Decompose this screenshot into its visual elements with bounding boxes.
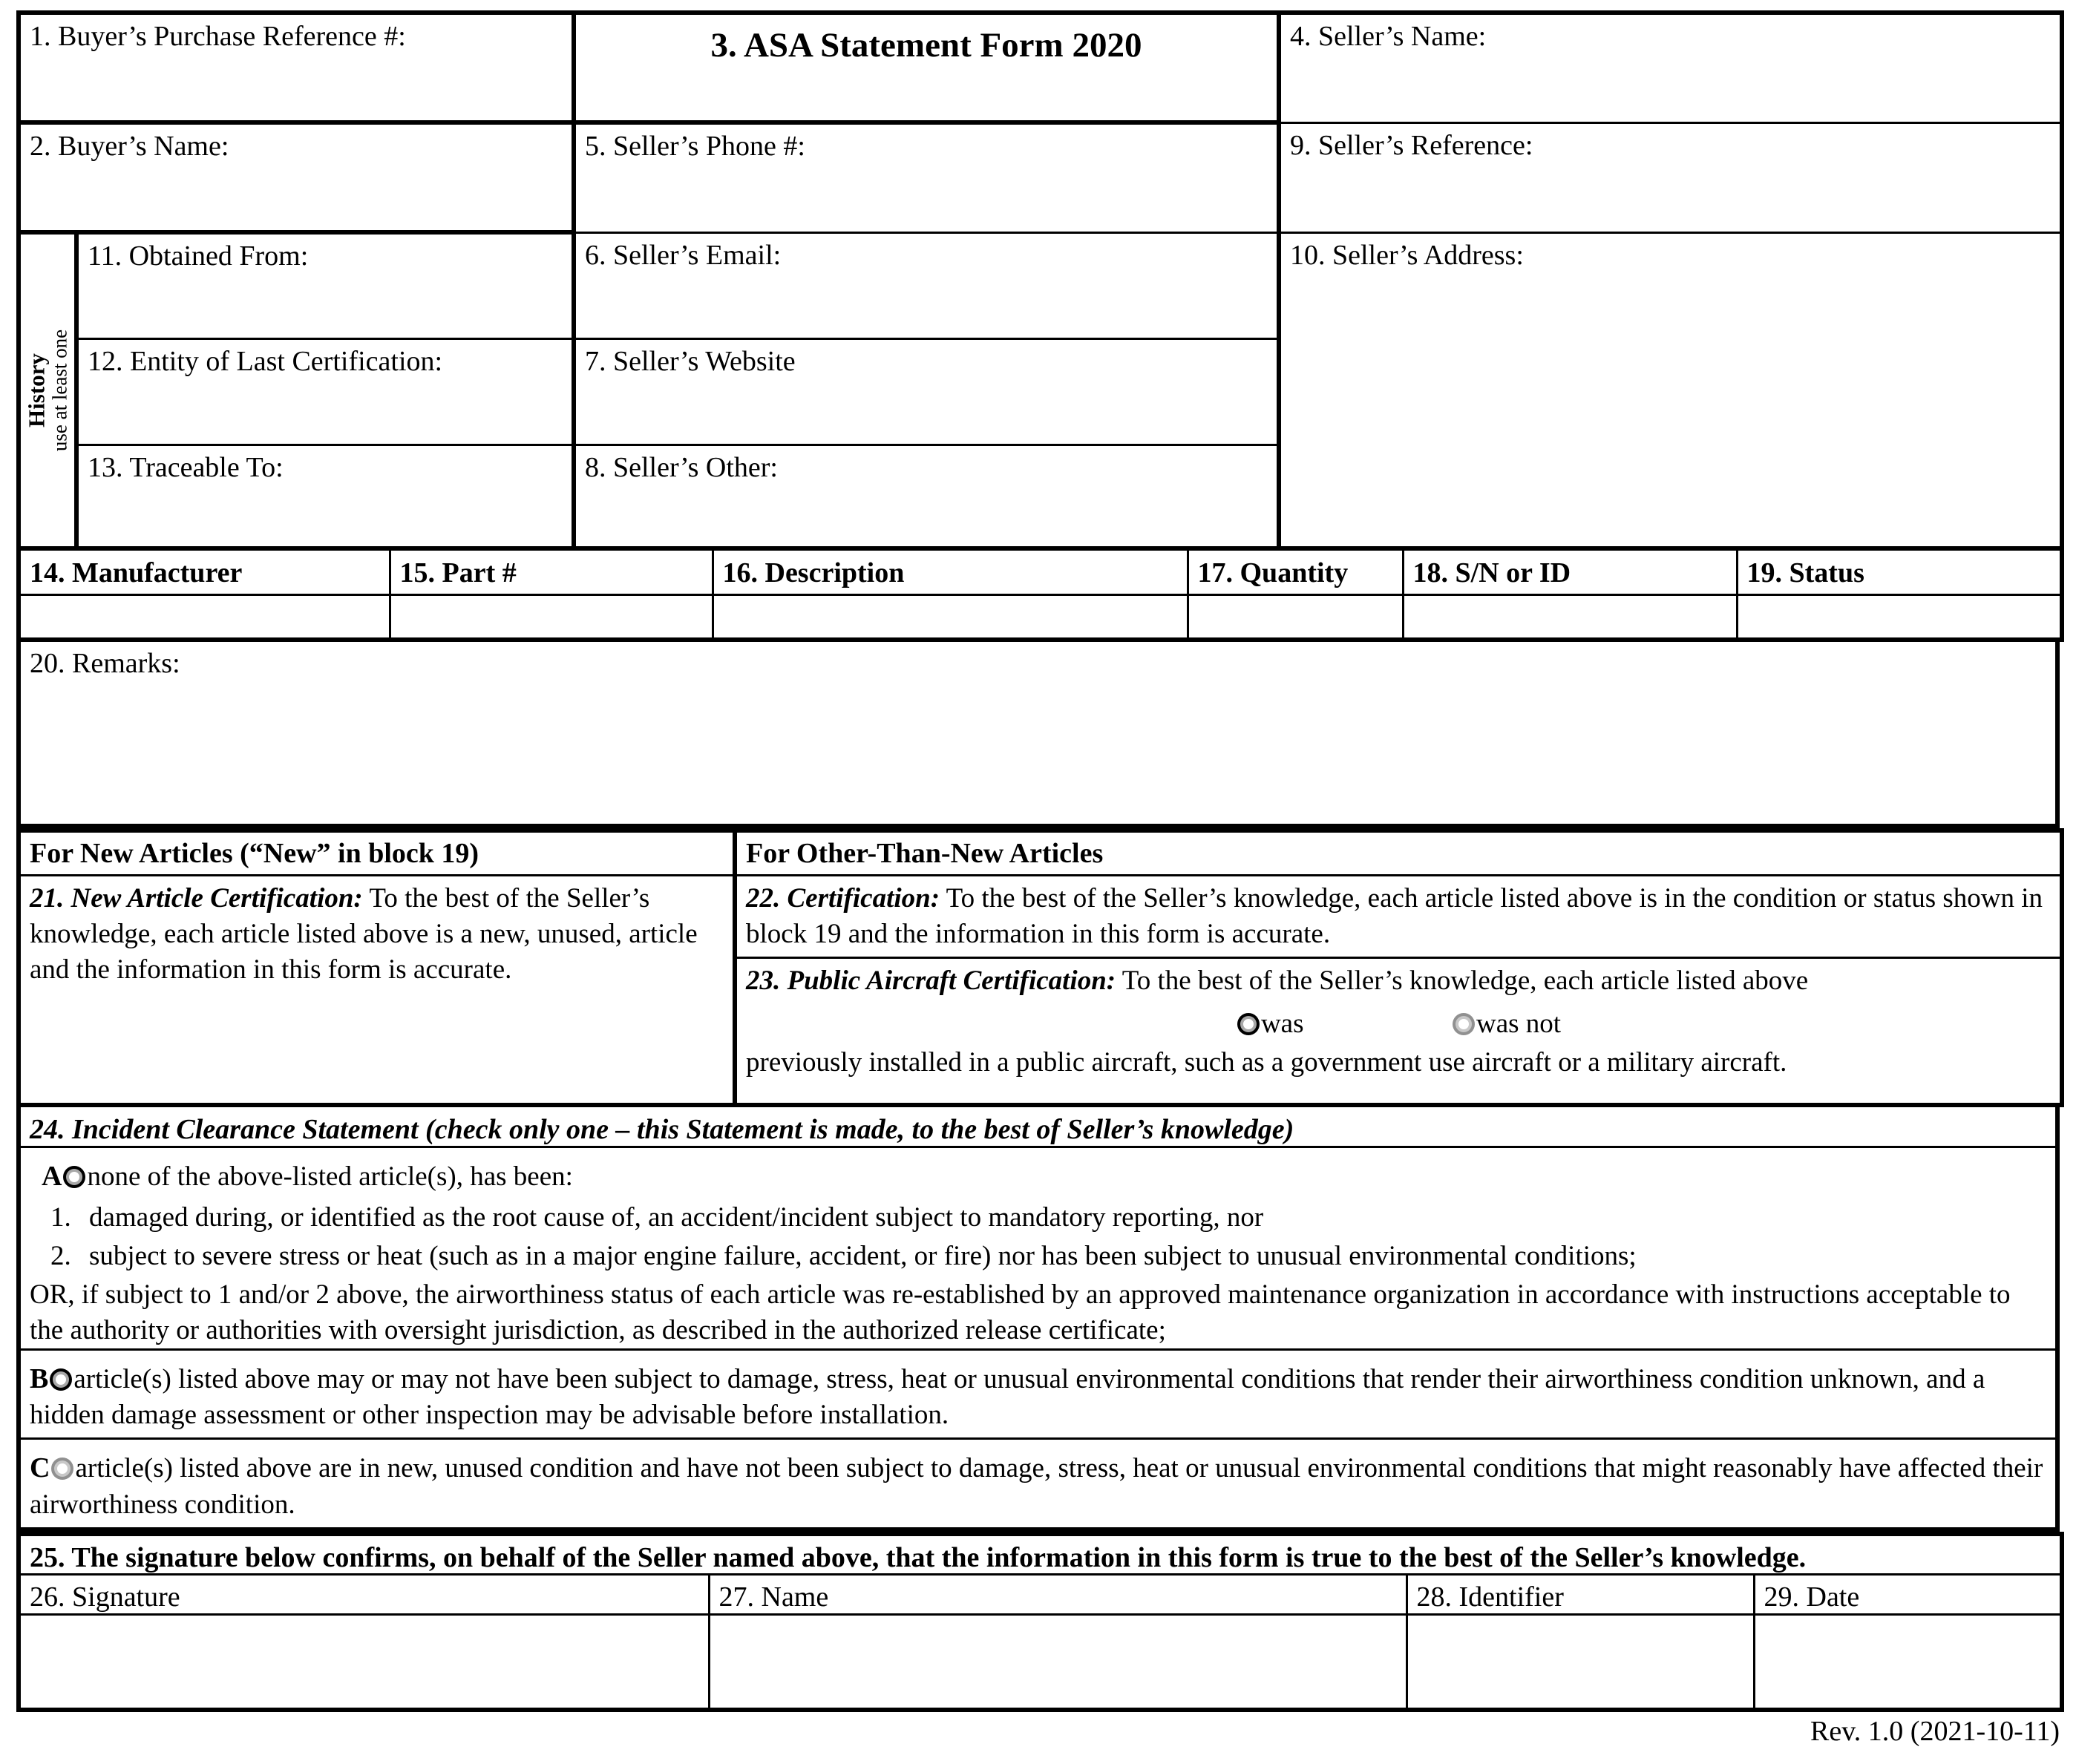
option-c-text: article(s) listed above are in new, unused condition and have not been subject to damage, stress, heat or unusual environmental conditions that might reasonably have affected their airworthiness condition. <box>30 1453 2043 1520</box>
option-a-lead[interactable] <box>30 1158 2046 1195</box>
column-header-description: 16. Description <box>713 551 1188 595</box>
field-seller-website[interactable] <box>574 338 1279 445</box>
certifications-section <box>16 828 2064 1108</box>
option-c-letter: C <box>30 1452 50 1484</box>
history-label-cell <box>19 232 76 548</box>
block-24-option-a-row <box>19 1147 2057 1350</box>
cell-status[interactable] <box>1737 595 2062 640</box>
column-header-serial-number: 18. S/N or ID <box>1403 551 1737 595</box>
field-buyer-purchase-reference[interactable] <box>19 13 574 122</box>
radio-icon-option-b[interactable] <box>50 1368 72 1391</box>
cell-manufacturer[interactable] <box>19 595 390 640</box>
block-23-text: To the best of the Seller’s knowledge, each article listed above <box>1116 965 1809 996</box>
column-header-part-number: 15. Part # <box>390 551 713 595</box>
block-24-header: 24. Incident Clearance Statement (check only one – this Statement is made, to the best of Seller’s knowledge) <box>19 1107 2057 1147</box>
table-row[interactable] <box>19 595 2062 640</box>
input-name[interactable] <box>709 1615 1407 1710</box>
block-24-option-c-row <box>19 1439 2057 1529</box>
field-label-date: 29. Date <box>1754 1575 2062 1615</box>
field-seller-phone-label: 5. Seller’s Phone #: <box>585 131 805 162</box>
field-obtained-from-label: 11. Obtained From: <box>88 240 309 272</box>
identification-section <box>16 10 2064 551</box>
block-21-new-article-certification <box>19 875 735 1105</box>
block-22-certification <box>737 876 2060 958</box>
field-buyer-name-label: 2. Buyer’s Name: <box>30 131 229 162</box>
field-label-identifier: 28. Identifier <box>1407 1575 1754 1615</box>
option-b-letter: B <box>30 1363 49 1394</box>
other-than-new-stack <box>735 875 2062 1105</box>
field-seller-email[interactable] <box>574 232 1279 338</box>
list-item <box>30 1239 2046 1274</box>
header-new-articles: For New Articles (“New” in block 19) <box>19 830 735 876</box>
article-table-header-row <box>19 551 2062 595</box>
block-24-header-row <box>19 1107 2057 1147</box>
field-entity-last-certification-label: 12. Entity of Last Certification: <box>88 345 443 377</box>
cell-serial-number[interactable] <box>1403 595 1737 640</box>
field-seller-other[interactable] <box>574 445 1279 548</box>
field-entity-last-certification[interactable] <box>76 338 574 445</box>
history-rotated-label <box>25 329 71 451</box>
radio-option-was-not-label: was not <box>1476 1008 1562 1039</box>
input-date[interactable] <box>1754 1615 2062 1710</box>
list-item <box>30 1200 2046 1236</box>
remarks-row <box>19 642 2057 826</box>
header-other-than-new-articles: For Other-Than-New Articles <box>735 830 2062 876</box>
cell-quantity[interactable] <box>1188 595 1403 640</box>
article-table <box>16 551 2064 642</box>
identification-row-1 <box>19 13 2062 122</box>
field-seller-website-label: 7. Seller’s Website <box>585 345 796 377</box>
revision-footer: Rev. 1.0 (2021-10-11) <box>1810 1716 2060 1747</box>
other-than-new-inner <box>737 876 2060 1104</box>
input-signature[interactable] <box>19 1615 709 1710</box>
field-seller-name[interactable] <box>1279 13 2062 122</box>
field-seller-name-label: 4. Seller’s Name: <box>1290 21 1487 52</box>
radio-option-was-not[interactable] <box>1451 1009 1561 1039</box>
field-label-signature: 26. Signature <box>19 1575 709 1615</box>
block-24-option-b-row <box>19 1349 2057 1438</box>
option-a-letter: A <box>42 1161 62 1193</box>
list-item-text: subject to severe stress or heat (such as in a major engine failure, accident, or fire) nor has been subject to unusual environmental conditions; <box>89 1240 1637 1271</box>
block-23-tail: previously installed in a public aircraft, such as a government use aircraft or a military aircraft. <box>746 1046 1787 1078</box>
block-21-title: 21. New Article Certification: <box>30 882 363 914</box>
block-22-text: To the best of the Seller’s knowledge, each article listed above is in the condition or status shown in block 19 and the information in this form is accurate. <box>746 882 2043 949</box>
field-seller-email-label: 6. Seller’s Email: <box>585 239 782 271</box>
option-c-container[interactable] <box>19 1439 2057 1529</box>
certification-body-row <box>19 875 2062 1105</box>
option-a-lead-text: none of the above-listed article(s), has been: <box>87 1161 573 1193</box>
field-buyer-purchase-reference-label: 1. Buyer’s Purchase Reference #: <box>30 21 406 52</box>
block-23-row <box>737 957 2060 1103</box>
field-traceable-to[interactable] <box>76 445 574 548</box>
option-b-container[interactable] <box>19 1349 2057 1438</box>
identification-row-3 <box>19 232 2062 338</box>
column-header-manufacturer: 14. Manufacturer <box>19 551 390 595</box>
radio-icon-option-a[interactable] <box>63 1166 85 1188</box>
radio-option-was-label: was <box>1260 1008 1304 1039</box>
radio-option-was[interactable] <box>1236 1009 1304 1039</box>
page-title: 3. ASA Statement Form 2020 <box>710 26 1142 65</box>
signature-input-row[interactable] <box>19 1615 2062 1710</box>
block-23-lead <box>746 963 2051 999</box>
field-seller-address-label: 10. Seller’s Address: <box>1290 239 1524 271</box>
cell-description[interactable] <box>713 595 1188 640</box>
block-23-options <box>746 999 2051 1045</box>
option-a-tail: OR, if subject to 1 and/or 2 above, the airworthiness status of each article was re-established by an approved maintenance organization in accordance with instructions acceptable to the authority or authorities with oversight jurisdiction, as described in the authorized release certificate; <box>30 1279 2011 1345</box>
signature-statement: 25. The signature below confirms, on behalf of the Seller named above, that the information in this form is true to the best of the Seller’s knowledge. <box>19 1534 2062 1575</box>
list-item-number: 1. <box>50 1201 71 1233</box>
remarks-section <box>16 642 2060 828</box>
field-remarks[interactable] <box>19 642 2057 826</box>
cell-part-number[interactable] <box>390 595 713 640</box>
list-item-text: damaged during, or identified as the root cause of, an accident/incident subject to mandatory reporting, nor <box>89 1201 1264 1233</box>
column-header-status: 19. Status <box>1737 551 2062 595</box>
list-item-number: 2. <box>50 1240 71 1271</box>
block-22-row <box>737 876 2060 958</box>
block-22-title: 22. Certification: <box>746 882 940 914</box>
option-a-list <box>30 1200 2046 1274</box>
input-identifier[interactable] <box>1407 1615 1754 1710</box>
field-obtained-from[interactable] <box>76 232 574 338</box>
field-seller-other-label: 8. Seller’s Other: <box>585 451 778 483</box>
option-a-container[interactable] <box>19 1147 2057 1350</box>
field-seller-reference-label: 9. Seller’s Reference: <box>1290 129 1533 161</box>
signature-header-row <box>19 1575 2062 1615</box>
history-label-line2: use at least one <box>48 329 71 452</box>
incident-clearance-section <box>16 1107 2060 1532</box>
field-seller-phone[interactable] <box>574 122 1279 232</box>
radio-icon-was-not[interactable] <box>1453 1013 1475 1035</box>
block-23-title: 23. Public Aircraft Certification: <box>746 965 1116 996</box>
field-traceable-to-label: 13. Traceable To: <box>88 451 284 483</box>
block-21-text: To the best of the Seller’s knowledge, each article listed above is a new, unused, article and the information in this form is accurate. <box>30 882 698 985</box>
certification-header-row <box>19 830 2062 876</box>
field-buyer-name[interactable] <box>19 122 574 232</box>
field-seller-reference[interactable] <box>1279 122 2062 232</box>
identification-row-2 <box>19 122 2062 232</box>
signature-section <box>16 1532 2064 1712</box>
radio-icon-was[interactable] <box>1237 1013 1260 1035</box>
field-label-name: 27. Name <box>709 1575 1407 1615</box>
history-label-line1: History <box>23 353 50 427</box>
form-title-cell <box>574 13 1279 122</box>
field-seller-address[interactable] <box>1279 232 2062 548</box>
block-25-row <box>19 1534 2062 1575</box>
radio-icon-option-c[interactable] <box>51 1458 73 1480</box>
column-header-quantity: 17. Quantity <box>1188 551 1403 595</box>
block-23-public-aircraft-certification <box>737 957 2060 1103</box>
option-b-text: article(s) listed above may or may not have been subject to damage, stress, heat or unusual environmental conditions that render their airworthiness condition unknown, and a hidden damage assessment or other inspection may be advisable before installation. <box>30 1363 1985 1431</box>
field-remarks-label: 20. Remarks: <box>30 647 180 679</box>
